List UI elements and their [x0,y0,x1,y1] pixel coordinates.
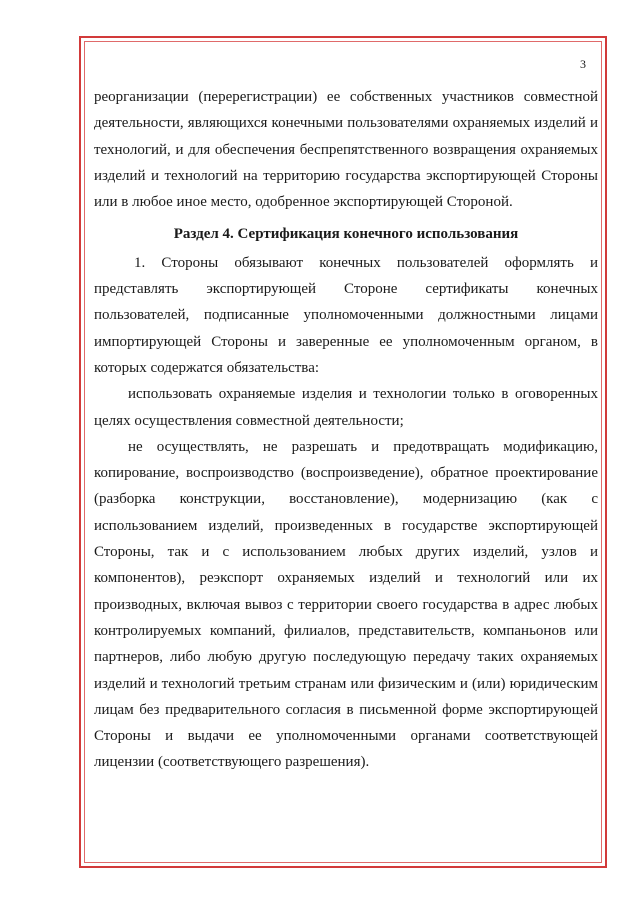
intro-paragraph: реорганизации (перерегистрации) ее собственных участников совместной деятельности, являющихся конечными пользователями охраняемых изделий и технологий, и для обеспечения беспрепятственного возвращения охраняемых изделий и технологий на территорию государства экспортирующей Стороны или в любое иное место, одобренное экспортирующей Стороной. [94,89,598,211]
section-heading: Раздел 4. Сертификация конечного использования [173,226,519,243]
obligation-2: не осуществлять, не разрешать и предотвращать модификацию, копирование, воспроизводство (воспроизведение), обратное проектирование (разборка конструкции, восстановление), модернизацию (как с использованием изделий, произведенных в государстве экспортирующей Стороны, так и с использованием любых других изделий, узлов и компонентов), реэкспорт охраняемых изделий и технологий или их производных, включая вывоз с территории своего государства в адрес любых контролируемых компаний, филиалов, представительств, компаньонов или партнеров, либо любую другую последующую передачу таких охраняемых изделий и технологий третьим странам или физическим и (или) юридическим лицам без предварительного согласия в письменной форме экспортирующей Стороны и выдачи ее уполномоченными органами соответствующей лицензии (соответствующего разрешения). [94,438,598,771]
clause-1: 1. Стороны обязывают конечных пользователей оформлять и представлять экспортирующей Стороне сертификаты конечных пользователей, подписанные уполномоченными должностными лицами импортирующей Стороны и заверенные ее уполномоченным органом, в которых содержатся обязательства: [94,254,598,376]
page-number: 3 [580,57,586,71]
document-body [94,84,598,776]
obligation-1: использовать охраняемые изделия и технологии только в оговоренных целях осуществления совместной деятельности; [94,386,598,429]
